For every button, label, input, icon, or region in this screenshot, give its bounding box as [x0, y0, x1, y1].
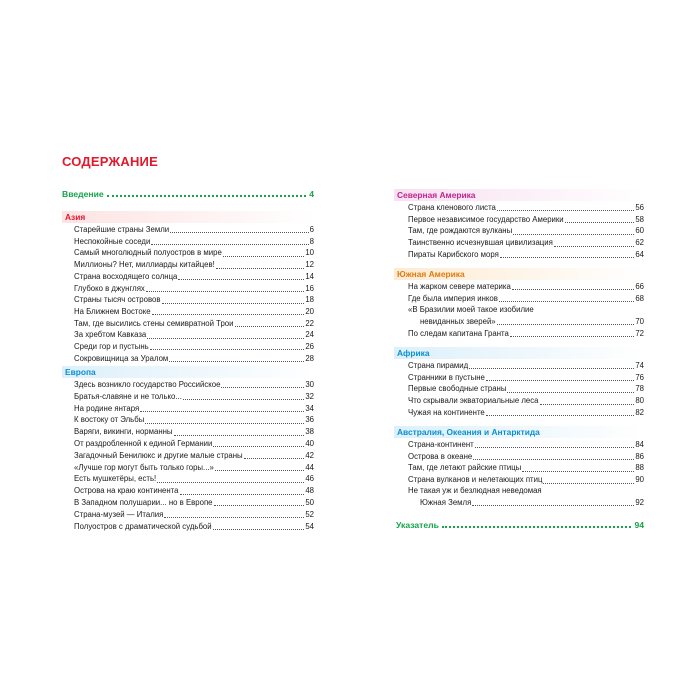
list-item[interactable]: Там, где летают райские птицы 88 — [408, 463, 644, 473]
index-page: 94 — [634, 520, 644, 530]
list-item[interactable]: «Лучше гор могут быть только горы...» 44 — [74, 462, 314, 472]
list-item[interactable]: К востоку от Эльбы 36 — [74, 415, 314, 425]
sa-multi-line1[interactable]: «В Бразилии моей такое изобилие — [408, 305, 534, 314]
section-europe: Европа — [62, 366, 314, 378]
list-item[interactable]: Что скрывали экваториальные леса 80 — [408, 396, 644, 406]
list-item[interactable]: Где была империя инков 68 — [408, 293, 644, 303]
list-item[interactable]: Острова в океане 86 — [408, 451, 644, 461]
list-item[interactable]: От раздробленной к единой Германии 40 — [74, 439, 314, 448]
list-item[interactable]: Сокровищница за Уралом 28 — [74, 353, 314, 363]
list-item[interactable]: Там, где рождаются вулканы 60 — [408, 226, 644, 236]
list-item[interactable]: Пираты Карибского моря 64 — [408, 249, 644, 259]
list-item[interactable]: На Ближнем Востоке 20 — [74, 306, 314, 316]
section-australia: Австралия, Океания и Антарктида — [394, 426, 644, 438]
list-item[interactable]: Варяги, викинги, норманны 38 — [74, 427, 314, 437]
index-label: Указатель — [396, 520, 439, 530]
list-item[interactable]: По следам капитана Гранта 72 — [408, 329, 644, 338]
list-item[interactable]: В Западном полушарии... но в Европе 50 — [74, 498, 314, 507]
list-item[interactable]: Первые свободные страны 78 — [408, 384, 644, 394]
list-item[interactable]: невиданных зверей» 70 — [420, 317, 644, 326]
list-item[interactable]: Страна кленового листа 56 — [408, 203, 644, 212]
list-item[interactable]: Здесь возникло государство Российское 30 — [74, 380, 314, 389]
list-item[interactable]: Страна-континент 84 — [408, 440, 644, 449]
list-item[interactable]: Миллионы? Нет, миллиарды китайцев! 12 — [74, 260, 314, 270]
list-item[interactable]: Первое независимое государство Америки 58 — [408, 214, 644, 224]
list-item[interactable]: Страна вулканов и нелетающих птиц 90 — [408, 475, 644, 485]
section-asia: Азия — [62, 211, 314, 223]
list-item[interactable]: Загадочный Бенилюкс и другие малые страны 42 — [74, 450, 314, 460]
au-multi-line1[interactable]: Не такая уж и безлюдная неведомая — [408, 486, 542, 495]
list-item[interactable]: Странники в пустыне 76 — [408, 372, 644, 382]
list-item[interactable]: Страны тысяч островов 18 — [74, 295, 314, 305]
list-item[interactable]: Неспокойные соседи 8 — [74, 236, 314, 246]
list-item[interactable]: Южная Земля 92 — [420, 498, 644, 507]
list-item[interactable]: Острова на краю континента 48 — [74, 486, 314, 496]
toc-intro[interactable] — [62, 189, 314, 199]
list-item[interactable]: Страна пирамид 74 — [408, 361, 644, 370]
section-south-america: Южная Америка — [394, 268, 644, 280]
list-item[interactable]: Самый многолюдный полуостров в мире 10 — [74, 248, 314, 258]
list-item[interactable]: Страна-музей — Италия 52 — [74, 509, 314, 519]
page-title: СОДЕРЖАНИЕ — [62, 154, 158, 169]
list-item[interactable]: Старейшие страны Земли 6 — [74, 225, 314, 234]
list-item[interactable]: Есть мушкетёры, есть! 46 — [74, 474, 314, 484]
list-item[interactable]: Полуостров с драматической судьбой 54 — [74, 521, 314, 531]
list-item[interactable]: На родине янтаря 34 — [74, 403, 314, 413]
list-item[interactable]: Среди гор и пустынь 26 — [74, 342, 314, 351]
section-africa: Африка — [394, 347, 644, 359]
list-item[interactable]: Страна восходящего солнца 14 — [74, 271, 314, 281]
intro-page: 4 — [309, 189, 314, 199]
list-item[interactable]: Таинственно исчезнувшая цивилизация 62 — [408, 238, 644, 248]
intro-label: Введение — [62, 189, 104, 199]
list-item[interactable]: За хребтом Кавказа 24 — [74, 330, 314, 340]
list-item[interactable]: На жарком севере материка 66 — [408, 282, 644, 291]
list-item[interactable]: Глубоко в джунглях 16 — [74, 283, 314, 293]
section-north-america: Северная Америка — [394, 189, 644, 201]
toc-index[interactable] — [396, 520, 644, 530]
list-item[interactable]: Чужая на континенте 82 — [408, 407, 644, 417]
list-item[interactable]: Братья-славяне и не только... 32 — [74, 391, 314, 401]
list-item[interactable]: Там, где высились стены семивратной Трои 22 — [74, 318, 314, 328]
